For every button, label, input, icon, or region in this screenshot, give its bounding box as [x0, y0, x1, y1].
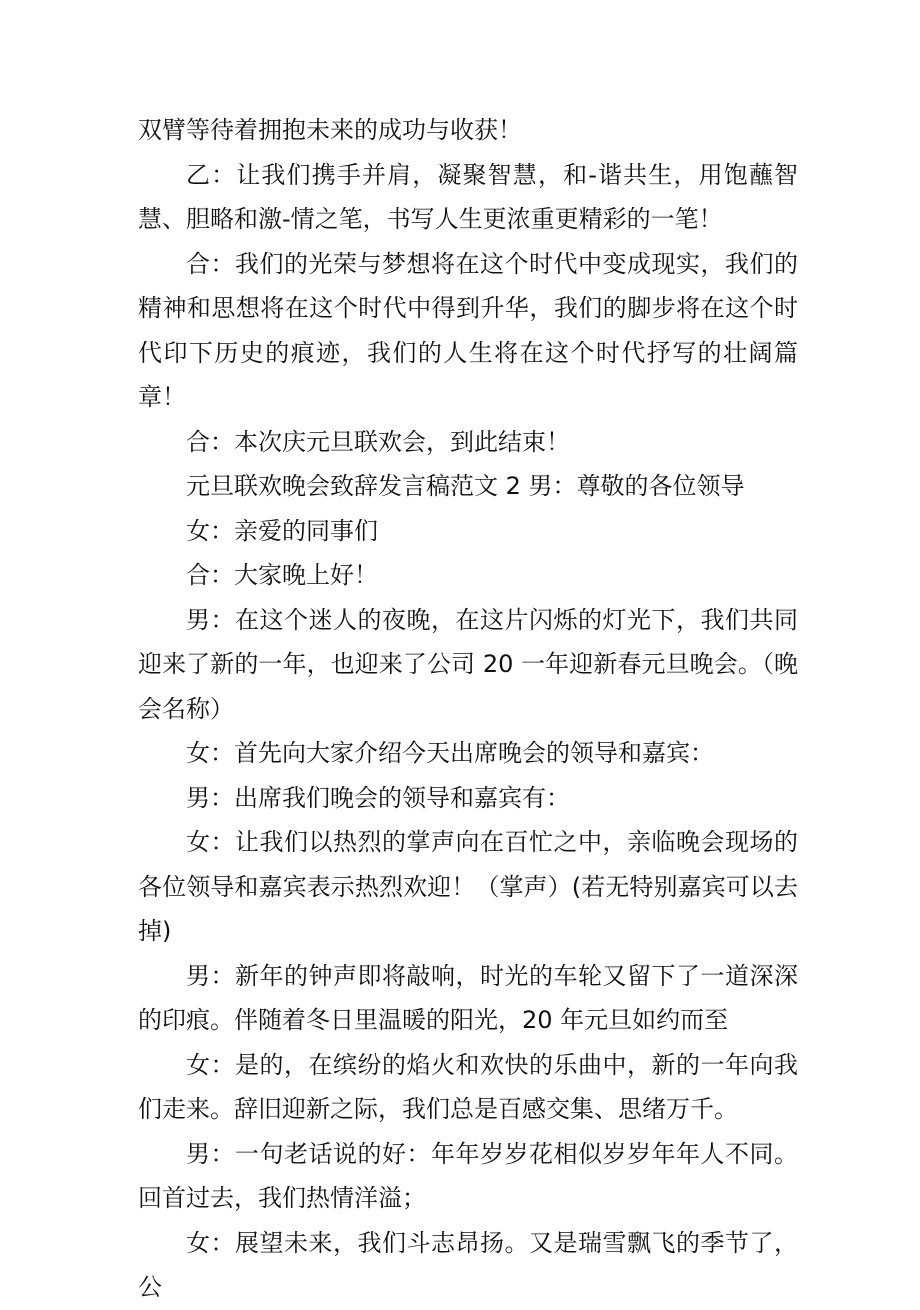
paragraph-3: 合：我们的光荣与梦想将在这个时代中变成现实，我们的精神和思想将在这个时代中得到升华，我们的脚步将在这个时代印下历史的痕迹，我们的人生将在这个时代抒写的壮阔篇章！	[138, 249, 798, 411]
paragraph-4: 合：本次庆元旦联欢会，到此结束！	[186, 427, 570, 456]
paragraph-7: 合：大家晚上好！	[186, 561, 378, 589]
paragraph-12: 男：新年的钟声即将敲响，时光的车轮又留下了一道深深的印痕。伴随着冬日里温暖的阳光，20 年元旦如约而至	[138, 961, 798, 1034]
paragraph-15: 女：展望未来，我们斗志昂扬。又是瑞雪飘飞的季节了，公	[138, 1228, 798, 1301]
paragraph-13: 女：是的，在缤纷的焰火和欢快的乐曲中，新的一年向我们走来。辞旧迎新之际，我们总是百感交集、思绪万千。	[138, 1050, 798, 1123]
paragraph-6: 女：亲爱的同事们	[186, 516, 378, 545]
paragraph-2: 乙：让我们携手并肩，凝聚智慧，和-谐共生，用饱蘸智慧、胆略和激-情之笔，书写人生更浓重更精彩的一笔！	[138, 160, 798, 233]
paragraph-14: 男：一句老话说的好：年年岁岁花相似岁岁年年人不同。回首过去，我们热情洋溢；	[138, 1139, 798, 1212]
paragraph-10: 男：出席我们晚会的领导和嘉宾有：	[186, 783, 570, 812]
paragraph-1: 双臂等待着拥抱未来的成功与收获！	[138, 116, 522, 144]
paragraph-9: 女：首先向大家介绍今天出席晚会的领导和嘉宾：	[186, 739, 714, 767]
paragraph-11: 女：让我们以热烈的掌声向在百忙之中，亲临晚会现场的各位领导和嘉宾表示热烈欢迎！（掌声）(若无特别嘉宾可以去掉)	[138, 828, 798, 945]
paragraph-5: 元旦联欢晚会致辞发言稿范文 2 男：尊敬的各位领导	[186, 472, 745, 500]
document-body	[138, 108, 798, 1310]
paragraph-8: 男：在这个迷人的夜晚，在这片闪烁的灯光下，我们共同迎来了新的一年，也迎来了公司 20 一年迎新春元旦晚会。（晚会名称）	[138, 605, 798, 723]
